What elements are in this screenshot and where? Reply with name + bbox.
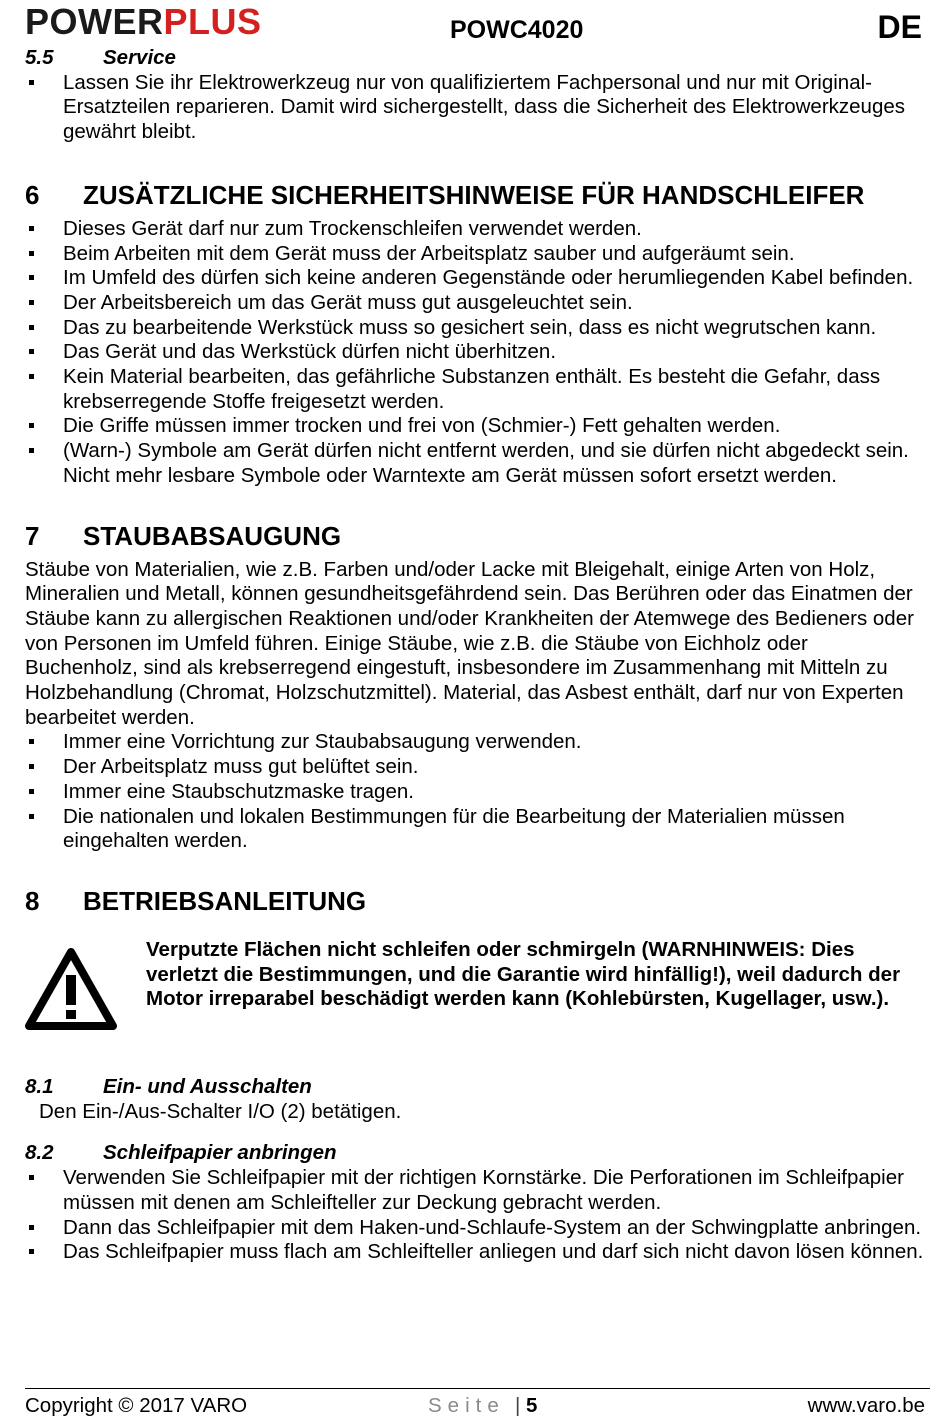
- section-5-5-list: [25, 71, 925, 145]
- section-8-1-heading: [25, 1075, 925, 1100]
- section-number: 5.5: [25, 46, 54, 69]
- list-item: Im Umfeld des dürfen sich keine anderen Gegenstände oder herumliegenden Kabel befinden.: [25, 266, 925, 291]
- section-number: 8: [25, 885, 40, 916]
- section-7-heading: [25, 521, 925, 551]
- page-label: Seite: [428, 1394, 505, 1417]
- section-8-heading: [25, 886, 925, 916]
- list-item: Verwenden Sie Schleifpapier mit der richtigen Kornstärke. Die Perforationen im Schleifpapier müssen mit denen am Schleifteller zur Deckung gebracht werden.: [25, 1166, 925, 1215]
- list-item: Dieses Gerät darf nur zum Trockenschleifen verwendet werden.: [25, 217, 925, 242]
- section-title: Service: [103, 46, 176, 69]
- list-item: Die nationalen und lokalen Bestimmungen für die Bearbeitung der Materialien müssen eingehalten werden.: [25, 805, 925, 854]
- warning-block: [25, 938, 925, 1038]
- list-item: (Warn-) Symbole am Gerät dürfen nicht entfernt werden, und sie dürfen nicht abgedeckt sein. Nicht mehr lesbare Symbole oder Warntexte am Gerät müssen sofort ersetzt werden.: [25, 439, 925, 488]
- page-separator: |: [515, 1394, 521, 1417]
- model-number: POWC4020: [450, 16, 584, 44]
- section-7-list: [25, 730, 925, 854]
- section-title: Schleifpapier anbringen: [103, 1141, 337, 1165]
- list-item: Die Griffe müssen immer trocken und frei von (Schmier-) Fett gehalten werden.: [25, 414, 925, 439]
- logo-power: POWER: [25, 1, 164, 42]
- section-6-list: [25, 217, 925, 489]
- list-item: Immer eine Vorrichtung zur Staubabsaugung verwenden.: [25, 730, 925, 755]
- section-number: 8.1: [25, 1074, 54, 1098]
- section-number: 7: [25, 520, 40, 551]
- list-item: Immer eine Staubschutzmaske tragen.: [25, 780, 925, 805]
- section-number: 8.2: [25, 1141, 54, 1165]
- list-item: Das zu bearbeitende Werkstück muss so gesichert sein, dass es nicht wegrutschen kann.: [25, 316, 925, 341]
- copyright-text: Copyright © 2017 VARO: [25, 1394, 248, 1417]
- section-title: ZUSÄTZLICHE SICHERHEITSHINWEISE FÜR HANDSCHLEIFER: [83, 179, 865, 210]
- logo-plus: PLUS: [163, 1, 262, 42]
- list-item: Der Arbeitsbereich um das Gerät muss gut ausgeleuchtet sein.: [25, 291, 925, 316]
- list-item: Dann das Schleifpapier mit dem Haken-und-Schlaufe-System an der Schwingplatte anbringen.: [25, 1216, 925, 1241]
- section-8-1-text: Den Ein-/Aus-Schalter I/O (2) betätigen.: [39, 1099, 402, 1123]
- list-item: Der Arbeitsplatz muss gut belüftet sein.: [25, 755, 925, 780]
- footer-divider: [25, 1388, 930, 1389]
- section-8-2-list: [25, 1166, 925, 1265]
- page-number: [515, 1394, 537, 1418]
- list-item: Das Schleifpapier muss flach am Schleifteller anliegen und darf sich nicht davon lösen können.: [25, 1240, 925, 1265]
- page-content: [25, 46, 925, 1265]
- warning-text: Verputzte Flächen nicht schleifen oder schmirgeln (WARNHINWEIS: Dies verletzt die Bestimmungen, und die Garantie wird hinfällig!), weil dadurch der Motor irreparabel beschädigt werden kann (Kohlebürsten, Kugellager, usw.).: [146, 937, 901, 1011]
- section-5-5-heading: [25, 46, 925, 71]
- section-title: STAUBABSAUGUNG: [83, 520, 342, 551]
- section-title: Ein- und Ausschalten: [103, 1074, 312, 1098]
- warning-triangle-icon: [25, 948, 117, 1030]
- section-title: BETRIEBSANLEITUNG: [83, 885, 367, 916]
- page-header: [0, 0, 950, 48]
- section-8-2-heading: [25, 1141, 925, 1166]
- section-7-paragraph: Stäube von Materialien, wie z.B. Farben und/oder Lacke mit Bleigehalt, einige Arten von Holz, Mineralien und Metall, können gesundheitsgefährdend sein. Das Berühren oder das Einatmen der Stäube kann zu allergischen Reaktionen und/oder Krankheiten der Atemwege des Bedieners oder von Personen im Umfeld führen. Einige Stäube, wie z.B. die Stäube von Eichholz oder Buchenholz, sind als krebserregend eingestuft, insbesondere im Zusammenhang mit Mitteln zu Holzbehandlung (Chromat, Holzschutzmittel). Material, das Asbest enthält, darf nur von Experten bearbeitet werden.: [25, 557, 914, 729]
- powerplus-logo: [25, 2, 262, 42]
- website-url: www.varo.be: [807, 1394, 925, 1417]
- language-code: DE: [877, 9, 922, 45]
- section-6-heading: [25, 180, 925, 210]
- page-number-value: 5: [526, 1394, 538, 1417]
- list-item: Beim Arbeiten mit dem Gerät muss der Arbeitsplatz sauber und aufgeräumt sein.: [25, 242, 925, 267]
- section-number: 6: [25, 179, 40, 210]
- list-item: Lassen Sie ihr Elektrowerkzeug nur von qualifiziertem Fachpersonal und nur mit Original-Ersatzteilen reparieren. Damit wird sichergestellt, dass die Sicherheit des Elektrowerkzeuges gewährt bleibt.: [25, 71, 925, 145]
- list-item: Das Gerät und das Werkstück dürfen nicht überhitzen.: [25, 340, 925, 365]
- list-item: Kein Material bearbeiten, das gefährliche Substanzen enthält. Es besteht die Gefahr, dass krebserregende Stoffe freigesetzt werden.: [25, 365, 925, 414]
